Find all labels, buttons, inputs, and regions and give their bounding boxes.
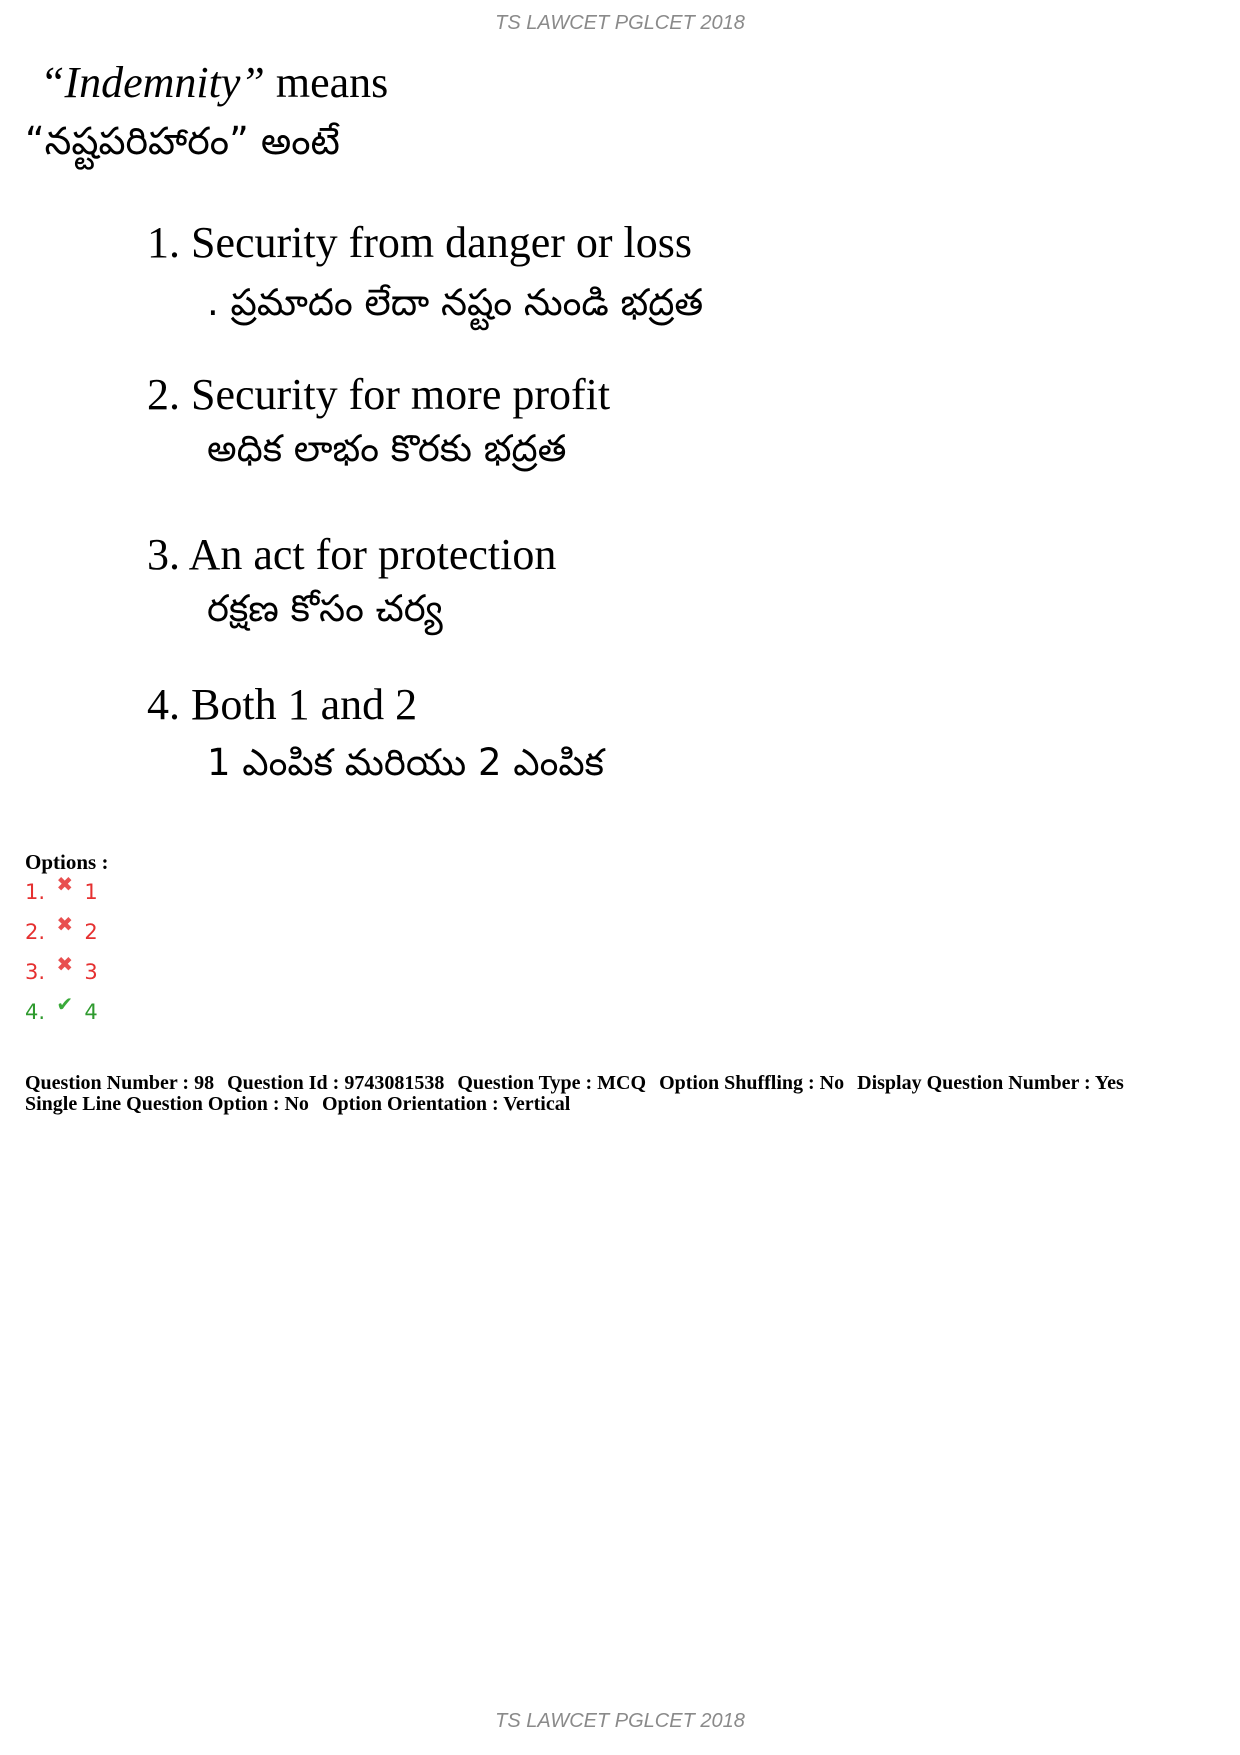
question-id: Question Id : 9743081538 xyxy=(227,1072,445,1094)
option-number: 3. xyxy=(25,960,46,984)
option-orientation: Option Orientation : Vertical xyxy=(321,1093,571,1115)
metadata-line-2 xyxy=(25,1094,1132,1115)
option-number: 2. xyxy=(25,920,46,944)
option-value: 1 xyxy=(84,880,98,904)
choice-3-telugu: రక్షణ కోసం చర్య xyxy=(207,587,443,630)
option-1 xyxy=(25,872,98,904)
option-shuffling: Option Shuffling : No xyxy=(659,1072,845,1094)
choice-2-telugu: అధిక లాభం కొరకు భద్రత xyxy=(207,427,567,470)
option-value: 3 xyxy=(84,960,98,984)
page-footer: TS LAWCET PGLCET 2018 xyxy=(495,1710,745,1732)
choice-3-english: 3. An act for protection xyxy=(147,530,557,579)
choice-1-telugu: . ప్రమాదం లేదా నష్టం నుండి భద్రత xyxy=(207,281,704,324)
choice-4-english: 4. Both 1 and 2 xyxy=(147,680,418,729)
question-title xyxy=(40,56,388,110)
option-2 xyxy=(25,912,98,944)
option-3 xyxy=(25,952,98,984)
page-header: TS LAWCET PGLCET 2018 xyxy=(495,12,745,34)
question-metadata xyxy=(25,1073,1132,1115)
choice-4-telugu: 1 ఎంపిక మరియు 2 ఎంపిక xyxy=(207,741,604,784)
display-question-number: Display Question Number : Yes xyxy=(857,1072,1124,1094)
question-number: Question Number : 98 xyxy=(25,1072,215,1094)
question-title-telugu: “నష్టపరిహారం” అంటే xyxy=(25,119,340,163)
option-number: 4. xyxy=(25,1000,46,1024)
question-type: Question Type : MCQ xyxy=(457,1072,647,1094)
option-4 xyxy=(25,992,98,1024)
question-term: “Indemnity” xyxy=(40,58,265,107)
options-label: Options : xyxy=(25,850,109,874)
option-value: 2 xyxy=(84,920,98,944)
question-image xyxy=(25,52,845,832)
question-title-rest: means xyxy=(264,58,389,107)
metadata-line-1 xyxy=(25,1073,1132,1094)
cross-icon: ✖ xyxy=(56,872,74,896)
option-value: 4 xyxy=(84,1000,98,1024)
check-icon: ✔ xyxy=(56,992,74,1016)
choice-1-english: 1. Security from danger or loss xyxy=(147,218,692,267)
cross-icon: ✖ xyxy=(56,952,74,976)
option-number: 1. xyxy=(25,880,46,904)
choice-2-english: 2. Security for more profit xyxy=(147,370,611,419)
single-line-question-option: Single Line Question Option : No xyxy=(25,1093,309,1115)
cross-icon: ✖ xyxy=(56,912,74,936)
